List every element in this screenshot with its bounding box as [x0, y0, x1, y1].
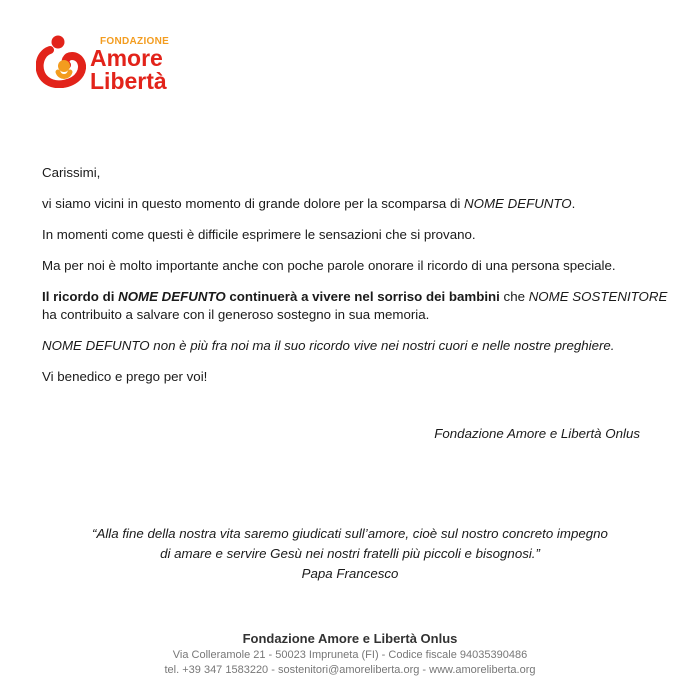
footer-address: Via Colleramole 21 - 50023 Impruneta (FI) - Codice fiscale 94035390486 [172, 649, 528, 661]
bold-segment: continuerà a vivere nel sorriso dei bambini [225, 289, 500, 304]
letter-closing: Vi benedico e prego per voi! [42, 369, 208, 384]
bold-segment: Il ricordo di [42, 289, 119, 304]
text-segment: ha contribuito a salvare con il generoso sostegno in sua memoria. [42, 307, 430, 322]
quote-line-2: di amare e servire Gesù nei nostri fratelli più piccoli e bisognosi.” [160, 546, 540, 561]
letter-paragraph-2: In momenti come questi è difficile esprimere le sensazioni che si provano. [42, 227, 476, 242]
letter-salutation: Carissimi, [42, 165, 101, 180]
letter-paragraph-3: Ma per noi è molto importante anche con poche parole onorare il ricordo di una persona speciale. [42, 258, 616, 273]
text-segment: che [499, 289, 529, 304]
quote-line-1: “Alla fine della nostra vita saremo giudicati sull’amore, cioè sul nostro concreto impegno [92, 526, 608, 541]
text-segment: . [571, 196, 576, 211]
footer-contacts: tel. +39 347 1583220 - sostenitori@amoreliberta.org - www.amoreliberta.org [164, 664, 536, 676]
footer-title: Fondazione Amore e Libertà Onlus [242, 631, 458, 646]
letter-paragraph-5 [42, 337, 615, 355]
mother-child-icon [36, 32, 86, 88]
letter-paragraph-4 [42, 288, 672, 324]
footer [150, 630, 550, 678]
pope-quote [40, 524, 660, 584]
foundation-logo [36, 30, 186, 94]
letter-signature: Fondazione Amore e Libertà Onlus [434, 426, 640, 441]
deceased-name: NOME DEFUNTO [464, 196, 572, 211]
letter-paragraph-1 [42, 195, 575, 213]
logo-word-amore: Amore [90, 45, 163, 71]
logo-word-liberta: Libertà [90, 68, 167, 94]
italic-paragraph: NOME DEFUNTO non è più fra noi ma il suo ricordo vive nei nostri cuori e nelle nostre preghiere. [42, 338, 615, 353]
deceased-name: NOME DEFUNTO [118, 289, 226, 304]
text-segment: vi siamo vicini in questo momento di grande dolore per la scomparsa di [42, 196, 465, 211]
quote-author: Papa Francesco [301, 566, 399, 581]
sponsor-name: NOME SOSTENITORE [528, 289, 668, 304]
logo-top-word: FONDAZIONE [100, 36, 170, 47]
